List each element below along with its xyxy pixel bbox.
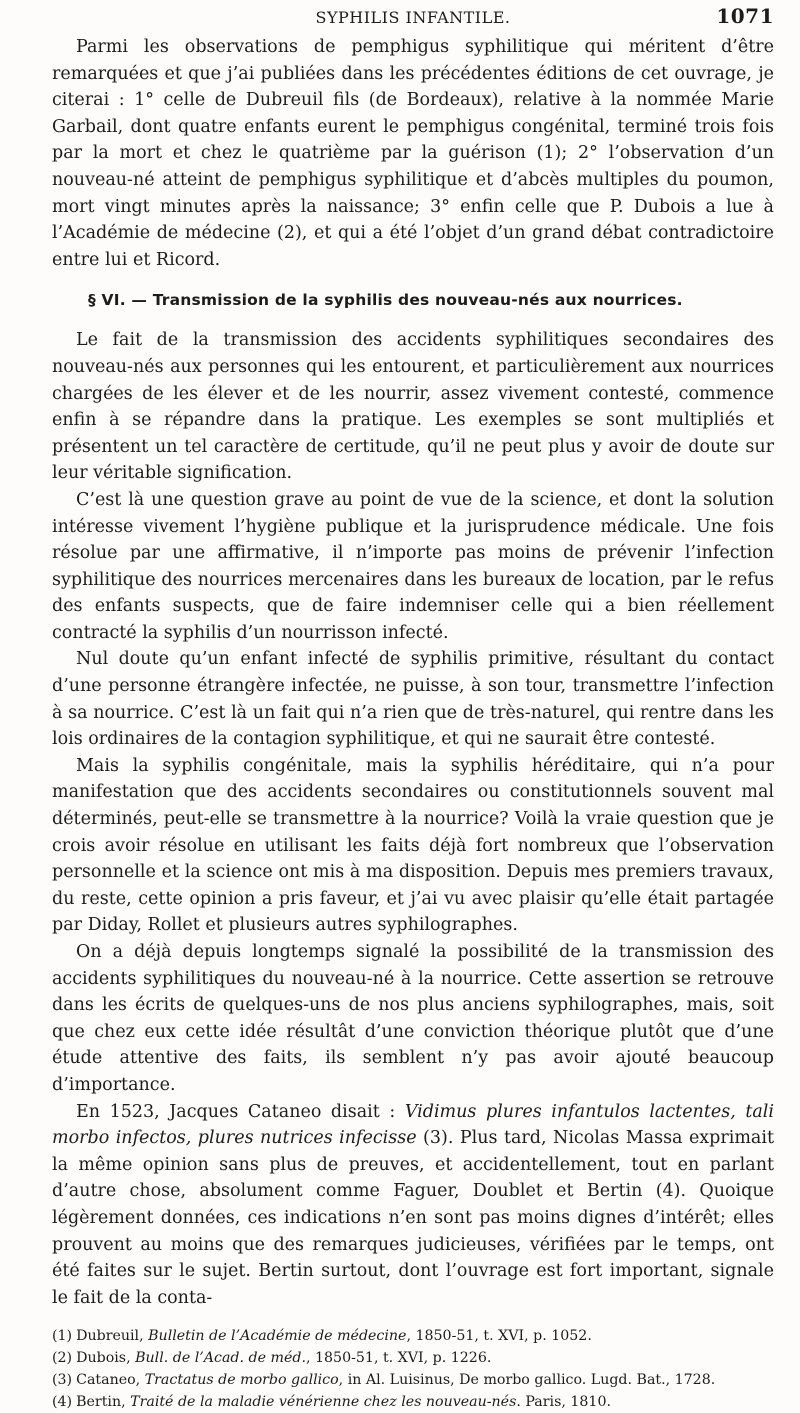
footnote [52, 1347, 774, 1369]
paragraph: Mais la syphilis congénitale, mais la syphilis héréditaire, qui n’a pour manifestation que des accidents secondaires ou constitutionnels souvent mal déterminés, peut-elle se transmettre à la nourrice? Voilà la vraie question que je crois avoir résolue en utilisant les faits déjà fort nombreux que l’observation personnelle et la science ont mis à ma disposition. Depuis mes premiers travaux, du reste, cette opinion a pris faveur, et j’ai vu avec plaisir qu’elle était partagée par Diday, Rollet et plusieurs autres syphilographes. [52, 755, 774, 936]
footnote [52, 1325, 774, 1347]
footnote-author: Dubois, [76, 1350, 136, 1367]
section-heading: § VI. — Transmission de la syphilis des nouveau-nés aux nourrices. [88, 291, 683, 310]
footnote-title: Bull. de l’Acad. de méd. [135, 1350, 306, 1367]
footnote-rest: , in Al. Luisinus, De morbo gallico. Lugd. Bat., 1728. [338, 1372, 716, 1389]
body-text [52, 34, 774, 1311]
text-run: En 1523, Jacques Cataneo disait : [76, 1101, 405, 1122]
footnote-author: Dubreuil, [76, 1328, 149, 1345]
footnote-title: Tractatus de morbo gallico [144, 1372, 339, 1389]
footnote-author: Cataneo, [76, 1372, 145, 1389]
paragraph-intro: Parmi les observations de pemphigus syphilitique qui méritent d’être remarquées et que j’ai publiées dans les précédentes éditions de cet ouvrage, je citerai : 1° celle de Dubreuil fils (de Bordeaux), relative à la nommée Marie Garbail, dont quatre enfants eurent le pemphigus congénital, terminé trois fois par la mort et chez le quatrième par la guérison (1); 2° l’observation d’un nouveau-né atteint de pemphigus syphilitique et d’abcès multiples du poumon, mort vingt minutes après la naissance; 3° enfin celle que P. Dubois a lue à l’Académie de médecine (2), et qui a été l’objet d’un grand débat contradictoire entre lui et Ricord. [52, 37, 774, 270]
running-title: SYPHILIS INFANTILE. [315, 8, 511, 27]
latin-quote: Vidimus plures infantulos lactentes, tali morbo infectos, plures nutrices infecisse [52, 1101, 774, 1149]
footnote-author: Bertin, [76, 1394, 131, 1411]
footnote-number: (2) [52, 1350, 73, 1367]
footnote-rest: . Paris, 1810. [516, 1394, 611, 1411]
footnote-title: Traité de la maladie vénérienne chez les nouveau-nés [130, 1394, 517, 1411]
footnote-number: (3) [52, 1372, 73, 1389]
paragraph-cataneo [52, 1099, 774, 1312]
text-run: (3). Plus tard, Nicolas Massa exprimait la même opinion sans plus de preuves, et accidentellement, tout en parlant d’autre chose, absolument comme Faguer, Doublet et Bertin (4). Quoique légèrement données, ces indications n’en sont pas moins dignes d’intérêt; elles prouvent au moins que des remarques judicieuses, vérifiées par le temps, ont été faites sur le sujet. Bertin surtout, dont l’ouvrage est fort important, signale le fait de la conta- [52, 1128, 774, 1308]
footnote-rest: , 1850-51, t. XVI, p. 1052. [406, 1328, 592, 1345]
paragraph: Le fait de la transmission des accidents syphilitiques secondaires des nouveau-nés aux personnes qui les entourent, et particulièrement aux nourrices chargées de les élever et de les nourrir, assez vivement contesté, commence enfin à se répandre dans la pratique. Les exemples se sont multipliés et présentent un tel caractère de certitude, qu’il ne peut plus y avoir de doute sur leur véritable signification. [52, 330, 774, 484]
footnote-rest: , 1850-51, t. XVI, p. 1226. [305, 1350, 492, 1367]
page-number: 1071 [716, 4, 774, 28]
paragraph: Nul doute qu’un enfant infecté de syphilis primitive, résultant du contact d’une personne étrangère infectée, ne puisse, à son tour, transmettre l’infection à sa nourrice. C’est là un fait qui n’a rien que de très-naturel, qui rentre dans les lois ordinaires de la contagion syphilitique, et qui ne saurait être contesté. [52, 649, 774, 750]
footnotes [52, 1325, 774, 1413]
footnote [52, 1391, 774, 1413]
paragraph: On a déjà depuis longtemps signalé la possibilité de la transmission des accidents syphilitiques du nouveau-né à la nourrice. Cette assertion se retrouve dans les écrits de quelques-uns de nos plus anciens syphilographes, mais, soit que chez eux cette idée résultât d’une conviction théorique plutôt que d’une étude attentive des faits, ils semblent n’y pas avoir ajouté beaucoup d’importance. [52, 942, 774, 1095]
paragraph: C’est là une question grave au point de vue de la science, et dont la solution intéresse vivement l’hygiène publique et la jurisprudence médicale. Une fois résolue par une affirmative, il n’importe pas moins de prévenir l’infection syphilitique des nourrices mercenaires dans les bureaux de location, par le refus des enfants suspects, que de faire indemniser celle qui a bien réellement contracté la syphilis d’un nourrisson infecté. [52, 489, 774, 643]
footnote-number: (1) [52, 1328, 73, 1345]
footnote-title: Bulletin de l’Académie de médecine [148, 1328, 407, 1345]
running-head [52, 0, 774, 34]
footnote-number: (4) [52, 1394, 73, 1411]
